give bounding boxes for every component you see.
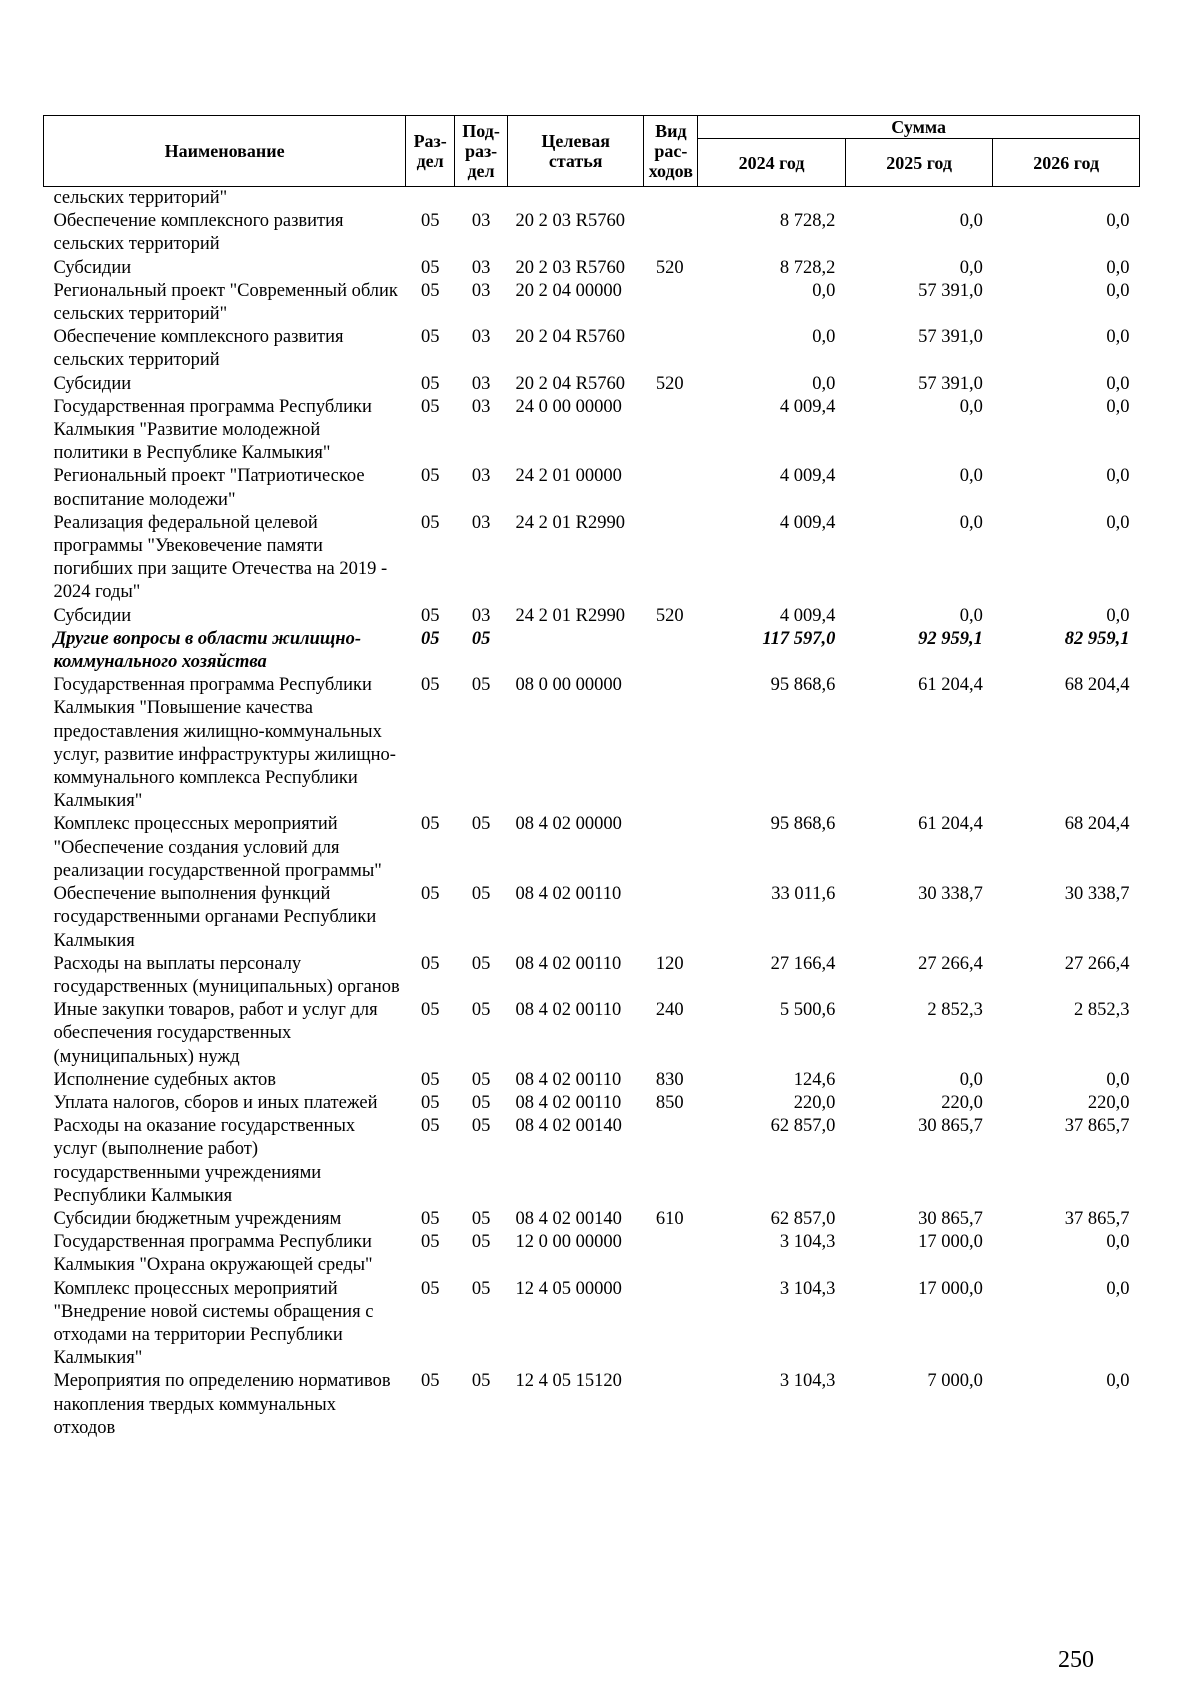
cell-podrazdel: 05	[471, 628, 491, 649]
cell-sum-2025: 0,0	[959, 466, 983, 487]
cell-vid-raskhodov	[644, 674, 698, 813]
cell-podrazdel: 05	[471, 1000, 491, 1021]
cell-tselevaya-statya: 12 4 05 00000	[515, 1278, 622, 1299]
cell-tselevaya-statya: 20 2 03 R5760	[515, 211, 625, 232]
cell-name: Субсидии	[53, 257, 132, 278]
cell-sum-2026: 0,0	[1106, 211, 1130, 232]
cell-sum-2025: 27 266,4	[918, 953, 983, 974]
cell-sum-2026: 68 204,4	[1064, 675, 1130, 696]
cell-razdel: 05	[420, 280, 440, 301]
cell-podrazdel: 05	[471, 1092, 491, 1113]
cell-sum-2025: 0,0	[959, 257, 983, 278]
cell-sum-2026: 220,0	[1087, 1092, 1130, 1113]
cell-sum-2025	[845, 187, 993, 211]
cell-vid-raskhodov	[644, 883, 698, 953]
cell-name: Региональный проект "Патриотическое воспитание молодежи"	[53, 466, 365, 510]
cell-podrazdel: 05	[471, 1208, 491, 1229]
cell-sum-2024: 62 857,0	[770, 1208, 836, 1229]
cell-razdel: 05	[420, 814, 440, 835]
cell-razdel: 05	[420, 211, 440, 232]
table-row	[44, 280, 1140, 326]
cell-podrazdel: 05	[471, 953, 491, 974]
cell-vid-raskhodov	[644, 326, 698, 372]
cell-tselevaya-statya: 20 2 04 R5760	[515, 327, 625, 348]
table-row	[44, 1370, 1140, 1440]
cell-vid-raskhodov	[644, 1115, 698, 1208]
cell-sum-2025: 17 000,0	[918, 1278, 983, 1299]
cell-sum-2025: 0,0	[959, 211, 983, 232]
table-row	[44, 883, 1140, 953]
cell-sum-2026: 0,0	[1106, 1371, 1130, 1392]
cell-sum-2024: 4 009,4	[779, 512, 836, 533]
cell-tselevaya-statya: 08 4 02 00110	[515, 1069, 622, 1090]
header-2026: 2026 год	[993, 139, 1140, 187]
table-body	[44, 187, 1140, 1440]
cell-vid-raskhodov	[644, 396, 698, 466]
cell-name: Субсидии	[53, 373, 132, 394]
cell-tselevaya-statya	[508, 187, 644, 211]
cell-tselevaya-statya: 20 2 04 00000	[515, 280, 622, 301]
cell-sum-2025: 0,0	[959, 512, 983, 533]
cell-name: сельских территорий"	[53, 188, 228, 208]
header-name: Наименование	[44, 116, 406, 187]
cell-name: Государственная программа Республики Калмыкия "Повышение качества предоставления жилищно-коммунальных услуг, развитие инфраструктуры жилищно-коммунального комплекса Республики Калмыкия"	[53, 675, 396, 812]
cell-tselevaya-statya: 08 4 02 00000	[515, 814, 622, 835]
cell-tselevaya-statya: 24 2 01 R2990	[515, 512, 625, 533]
cell-podrazdel: 05	[471, 814, 491, 835]
cell-name: Расходы на оказание государственных услуг (выполнение работ) государственными учреждениями Республики Калмыкия	[53, 1116, 356, 1206]
cell-razdel: 05	[420, 1092, 440, 1113]
cell-razdel: 05	[420, 884, 440, 905]
cell-razdel: 05	[420, 373, 440, 394]
cell-tselevaya-statya: 08 4 02 00110	[515, 1092, 622, 1113]
cell-sum-2024: 220,0	[793, 1092, 836, 1113]
table-row	[44, 1115, 1140, 1208]
table-row	[44, 396, 1140, 466]
cell-name: Исполнение судебных актов	[53, 1069, 277, 1090]
cell-vid-raskhodov	[644, 465, 698, 511]
cell-vid-raskhodov	[644, 1231, 698, 1277]
cell-vid-raskhodov	[644, 1370, 698, 1440]
cell-sum-2024: 4 009,4	[779, 466, 836, 487]
cell-name: Уплата налогов, сборов и иных платежей	[53, 1092, 378, 1113]
cell-razdel: 05	[420, 396, 440, 417]
cell-name: Другие вопросы в области жилищно-коммунального хозяйства	[53, 628, 361, 673]
table-row	[44, 1092, 1140, 1115]
cell-name: Обеспечение комплексного развития сельских территорий	[53, 327, 344, 371]
table-header	[44, 116, 1140, 187]
cell-sum-2026: 68 204,4	[1064, 814, 1130, 835]
cell-razdel: 05	[420, 1116, 440, 1137]
cell-sum-2026: 0,0	[1106, 605, 1130, 626]
cell-sum-2024: 4 009,4	[779, 605, 836, 626]
cell-podrazdel: 05	[471, 1116, 491, 1137]
cell-vid-raskhodov	[644, 813, 698, 883]
cell-razdel: 05	[420, 1069, 440, 1090]
cell-name: Расходы на выплаты персоналу государственных (муниципальных) органов	[53, 953, 400, 997]
header-2024: 2024 год	[698, 139, 846, 187]
table-row	[44, 1278, 1140, 1371]
cell-sum-2024: 33 011,6	[771, 884, 836, 905]
cell-sum-2026: 0,0	[1106, 1069, 1130, 1090]
cell-razdel: 05	[420, 1278, 440, 1299]
cell-vid-raskhodov: 520	[655, 257, 684, 278]
cell-sum-2024: 4 009,4	[779, 396, 836, 417]
cell-podrazdel: 05	[471, 1278, 491, 1299]
cell-sum-2024: 95 868,6	[770, 675, 836, 696]
table-row	[44, 1069, 1140, 1092]
cell-sum-2026: 30 338,7	[1064, 884, 1130, 905]
cell-sum-2026: 0,0	[1106, 1278, 1130, 1299]
cell-sum-2026: 0,0	[1106, 466, 1130, 487]
table-row	[44, 674, 1140, 813]
cell-sum-2025: 30 865,7	[918, 1116, 983, 1137]
cell-name: Иные закупки товаров, работ и услуг для обеспечения государственных (муниципальных) нужд	[53, 1000, 378, 1067]
cell-sum-2025: 57 391,0	[918, 327, 983, 348]
cell-tselevaya-statya: 08 4 02 00140	[515, 1208, 622, 1229]
cell-sum-2026: 0,0	[1106, 512, 1130, 533]
cell-name: Реализация федеральной целевой программы "Увековечение памяти погибших при защите Отечества на 2019 - 2024 годы"	[53, 512, 388, 603]
table-row	[44, 953, 1140, 999]
header-summa: Сумма	[698, 116, 1140, 139]
cell-sum-2025: 7 000,0	[927, 1371, 983, 1392]
cell-razdel: 05	[420, 953, 440, 974]
cell-podrazdel: 05	[471, 884, 491, 905]
cell-sum-2026: 0,0	[1106, 396, 1130, 417]
table-row	[44, 326, 1140, 372]
table-row	[44, 605, 1140, 628]
header-tselevaya-statya: Целевая статья	[508, 116, 644, 187]
cell-sum-2025: 92 959,1	[918, 628, 983, 649]
cell-sum-2026	[993, 187, 1140, 211]
header-vid-raskhodov: Вид рас- ходов	[644, 116, 698, 187]
cell-sum-2025: 0,0	[959, 396, 983, 417]
cell-tselevaya-statya: 08 4 02 00110	[515, 953, 622, 974]
cell-sum-2024	[698, 187, 846, 211]
cell-vid-raskhodov	[644, 512, 698, 605]
cell-sum-2024: 117 597,0	[762, 628, 836, 649]
header-podrazdel: Под- раз- дел	[455, 116, 508, 187]
cell-name: Обеспечение выполнения функций государственными органами Республики Калмыкия	[53, 884, 377, 951]
header-razdel: Раз- дел	[406, 116, 455, 187]
cell-sum-2026: 82 959,1	[1064, 628, 1130, 649]
cell-tselevaya-statya: 08 0 00 00000	[515, 675, 622, 696]
cell-podrazdel	[455, 187, 508, 211]
cell-tselevaya-statya: 08 4 02 00140	[515, 1116, 622, 1137]
table-row	[44, 1208, 1140, 1231]
cell-sum-2026: 27 266,4	[1064, 953, 1130, 974]
cell-podrazdel: 03	[471, 466, 491, 487]
cell-name: Комплекс процессных мероприятий "Обеспечение создания условий для реализации государственной программы"	[53, 814, 382, 881]
cell-name: Комплекс процессных мероприятий "Внедрение новой системы обращения с отходами на территории Республики Калмыкия"	[53, 1278, 374, 1369]
cell-sum-2025: 30 865,7	[918, 1208, 983, 1229]
cell-vid-raskhodov: 240	[655, 1000, 684, 1021]
cell-tselevaya-statya: 08 4 02 00110	[515, 884, 622, 905]
cell-vid-raskhodov: 850	[655, 1092, 684, 1113]
table-row	[44, 257, 1140, 280]
cell-sum-2024: 3 104,3	[779, 1278, 836, 1299]
cell-sum-2026: 0,0	[1106, 1232, 1130, 1253]
table-row	[44, 373, 1140, 396]
cell-vid-raskhodov	[644, 210, 698, 256]
cell-razdel: 05	[420, 1232, 440, 1253]
cell-vid-raskhodov: 610	[655, 1208, 684, 1229]
cell-sum-2026: 0,0	[1106, 373, 1130, 394]
cell-sum-2026: 37 865,7	[1064, 1116, 1130, 1137]
cell-podrazdel: 05	[471, 1232, 491, 1253]
cell-vid-raskhodov: 830	[655, 1069, 684, 1090]
cell-sum-2024: 62 857,0	[770, 1116, 836, 1137]
table-row	[44, 628, 1140, 674]
table-row	[44, 999, 1140, 1069]
cell-sum-2024: 95 868,6	[770, 814, 836, 835]
cell-sum-2025: 220,0	[941, 1092, 983, 1113]
cell-sum-2024: 5 500,6	[779, 1000, 836, 1021]
cell-razdel: 05	[420, 628, 440, 649]
cell-name: Государственная программа Республики Калмыкия "Охрана окружающей среды"	[53, 1232, 373, 1276]
table-row	[44, 187, 1140, 211]
cell-name: Обеспечение комплексного развития сельских территорий	[53, 211, 344, 255]
cell-sum-2026: 2 852,3	[1074, 1000, 1130, 1021]
cell-razdel: 05	[420, 1371, 440, 1392]
cell-sum-2026: 37 865,7	[1064, 1208, 1130, 1229]
cell-razdel: 05	[420, 512, 440, 533]
cell-vid-raskhodov	[644, 280, 698, 326]
cell-podrazdel: 03	[471, 211, 491, 232]
table-row	[44, 465, 1140, 511]
cell-razdel: 05	[420, 1000, 440, 1021]
table-row	[44, 210, 1140, 256]
cell-tselevaya-statya: 12 4 05 15120	[515, 1371, 622, 1392]
cell-sum-2025: 17 000,0	[918, 1232, 983, 1253]
page-number: 250	[1058, 1647, 1094, 1673]
cell-razdel: 05	[420, 257, 440, 278]
cell-name: Государственная программа Республики Калмыкия "Развитие молодежной политики в Республике Калмыкия"	[53, 396, 372, 464]
cell-tselevaya-statya: 08 4 02 00110	[515, 1000, 622, 1021]
cell-razdel: 05	[420, 605, 440, 626]
cell-sum-2024: 0,0	[812, 280, 836, 301]
budget-table	[43, 115, 1140, 1440]
cell-tselevaya-statya: 24 2 01 R2990	[515, 605, 625, 626]
cell-tselevaya-statya: 24 0 00 00000	[515, 396, 622, 417]
cell-podrazdel: 03	[471, 373, 491, 394]
cell-tselevaya-statya: 20 2 04 R5760	[515, 373, 625, 394]
cell-podrazdel: 03	[471, 512, 491, 533]
cell-vid-raskhodov: 520	[655, 605, 684, 626]
cell-sum-2024: 8 728,2	[779, 211, 836, 232]
cell-sum-2025: 2 852,3	[927, 1000, 983, 1021]
cell-podrazdel: 03	[471, 327, 491, 348]
cell-vid-raskhodov	[644, 628, 698, 674]
cell-name: Мероприятия по определению нормативов накопления твердых коммунальных отходов	[53, 1371, 391, 1438]
cell-razdel: 05	[420, 1208, 440, 1229]
cell-podrazdel: 03	[471, 605, 491, 626]
cell-tselevaya-statya	[508, 628, 644, 674]
cell-sum-2024: 3 104,3	[779, 1371, 836, 1392]
cell-sum-2026: 0,0	[1106, 280, 1130, 301]
cell-sum-2024: 124,6	[793, 1069, 836, 1090]
table-row	[44, 512, 1140, 605]
cell-razdel: 05	[420, 327, 440, 348]
header-2025: 2025 год	[845, 139, 993, 187]
cell-name: Региональный проект "Современный облик сельских территорий"	[53, 280, 398, 325]
cell-podrazdel: 05	[471, 675, 491, 696]
cell-podrazdel: 03	[471, 280, 491, 301]
cell-sum-2025: 0,0	[959, 605, 983, 626]
cell-sum-2024: 0,0	[812, 327, 836, 348]
cell-sum-2024: 0,0	[812, 373, 836, 394]
cell-podrazdel: 05	[471, 1371, 491, 1392]
cell-sum-2025: 57 391,0	[918, 280, 983, 301]
cell-sum-2026: 0,0	[1106, 327, 1130, 348]
cell-vid-raskhodov: 120	[655, 953, 684, 974]
table-row	[44, 1231, 1140, 1277]
cell-sum-2025: 61 204,4	[918, 675, 983, 696]
cell-sum-2025: 57 391,0	[918, 373, 983, 394]
cell-sum-2024: 3 104,3	[779, 1232, 836, 1253]
cell-sum-2025: 30 338,7	[918, 884, 983, 905]
table-row	[44, 813, 1140, 883]
cell-sum-2025: 61 204,4	[918, 814, 983, 835]
cell-razdel: 05	[420, 675, 440, 696]
cell-tselevaya-statya: 12 0 00 00000	[515, 1232, 622, 1253]
cell-sum-2024: 27 166,4	[770, 953, 836, 974]
cell-sum-2024: 8 728,2	[779, 257, 836, 278]
cell-razdel: 05	[420, 466, 440, 487]
cell-sum-2025: 0,0	[959, 1069, 983, 1090]
cell-razdel	[406, 187, 455, 211]
cell-tselevaya-statya: 20 2 03 R5760	[515, 257, 625, 278]
cell-podrazdel: 05	[471, 1069, 491, 1090]
cell-vid-raskhodov: 520	[655, 373, 684, 394]
cell-name: Субсидии бюджетным учреждениям	[53, 1208, 342, 1229]
cell-sum-2026: 0,0	[1106, 257, 1130, 278]
cell-podrazdel: 03	[471, 396, 491, 417]
cell-name: Субсидии	[53, 605, 132, 626]
cell-tselevaya-statya: 24 2 01 00000	[515, 466, 622, 487]
cell-vid-raskhodov	[644, 187, 698, 211]
cell-podrazdel: 03	[471, 257, 491, 278]
cell-vid-raskhodov	[644, 1278, 698, 1371]
